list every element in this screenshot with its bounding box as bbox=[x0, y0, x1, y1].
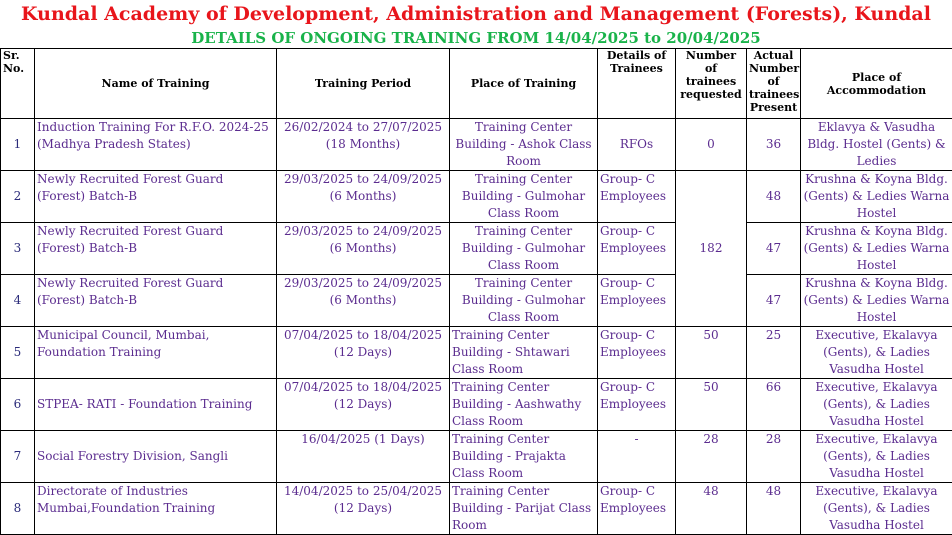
header-place: Place of Training bbox=[450, 49, 598, 119]
cell-place: Training Center Building - Gulmohar Class Room bbox=[450, 275, 598, 327]
cell-trainees: - bbox=[598, 431, 676, 483]
cell-place: Training Center Building - Prajakta Class Room bbox=[450, 431, 598, 483]
training-table bbox=[0, 48, 952, 535]
table-row bbox=[1, 223, 952, 275]
cell-place: Training Center Building - Gulmohar Class Room bbox=[450, 171, 598, 223]
cell-sr: 7 bbox=[1, 431, 35, 483]
header-actual: Actual Number of trainees Present bbox=[747, 49, 801, 119]
page-subtitle: DETAILS OF ONGOING TRAINING FROM 14/04/2025 to 20/04/2025 bbox=[0, 28, 952, 48]
cell-name: STPEA- RATI - Foundation Training bbox=[35, 379, 277, 431]
cell-trainees: Group- C Employees bbox=[598, 483, 676, 535]
cell-accommodation: Executive, Ekalavya (Gents), & Ladies Vasudha Hostel bbox=[801, 379, 952, 431]
cell-sr: 6 bbox=[1, 379, 35, 431]
cell-requested: 50 bbox=[676, 327, 747, 379]
cell-place: Training Center Building - Aashwathy Class Room bbox=[450, 379, 598, 431]
cell-name: Newly Recruited Forest Guard (Forest) Batch-B bbox=[35, 275, 277, 327]
cell-sr: 1 bbox=[1, 119, 35, 171]
cell-actual: 36 bbox=[747, 119, 801, 171]
cell-accommodation: Executive, Ekalavya (Gents), & Ladies Vasudha Hostel bbox=[801, 327, 952, 379]
cell-period: 29/03/2025 to 24/09/2025 (6 Months) bbox=[277, 223, 450, 275]
cell-name: Newly Recruited Forest Guard (Forest) Batch-B bbox=[35, 171, 277, 223]
header-trainees: Details of Trainees bbox=[598, 49, 676, 119]
cell-period: 14/04/2025 to 25/04/2025 (12 Days) bbox=[277, 483, 450, 535]
cell-trainees: RFOs bbox=[598, 119, 676, 171]
cell-period: 29/03/2025 to 24/09/2025 (6 Months) bbox=[277, 275, 450, 327]
cell-name: Directorate of Industries Mumbai,Foundation Training bbox=[35, 483, 277, 535]
cell-actual: 47 bbox=[747, 275, 801, 327]
cell-accommodation: Krushna & Koyna Bldg. (Gents) & Ledies Warna Hostel bbox=[801, 223, 952, 275]
cell-requested: 28 bbox=[676, 431, 747, 483]
cell-name: Newly Recruited Forest Guard (Forest) Batch-B bbox=[35, 223, 277, 275]
table-header-row bbox=[1, 49, 952, 119]
cell-accommodation: Krushna & Koyna Bldg. (Gents) & Ledies Warna Hostel bbox=[801, 275, 952, 327]
cell-place: Training Center Building - Parijat Class Room bbox=[450, 483, 598, 535]
table-row bbox=[1, 275, 952, 327]
cell-name: Induction Training For R.F.O. 2024-25 (Madhya Pradesh States) bbox=[35, 119, 277, 171]
cell-accommodation: Executive, Ekalavya (Gents), & Ladies Vasudha Hostel bbox=[801, 431, 952, 483]
cell-trainees: Group- C Employees bbox=[598, 223, 676, 275]
cell-place: Training Center Building - Gulmohar Class Room bbox=[450, 223, 598, 275]
cell-actual: 48 bbox=[747, 483, 801, 535]
cell-period: 16/04/2025 (1 Days) bbox=[277, 431, 450, 483]
cell-actual: 47 bbox=[747, 223, 801, 275]
cell-period: 26/02/2024 to 27/07/2025 (18 Months) bbox=[277, 119, 450, 171]
cell-period: 29/03/2025 to 24/09/2025 (6 Months) bbox=[277, 171, 450, 223]
cell-sr: 4 bbox=[1, 275, 35, 327]
cell-requested: 50 bbox=[676, 379, 747, 431]
cell-sr: 5 bbox=[1, 327, 35, 379]
cell-sr: 3 bbox=[1, 223, 35, 275]
page-title: Kundal Academy of Development, Administration and Management (Forests), Kundal bbox=[0, 0, 952, 28]
table-row bbox=[1, 327, 952, 379]
cell-period: 07/04/2025 to 18/04/2025 (12 Days) bbox=[277, 379, 450, 431]
cell-requested: 0 bbox=[676, 119, 747, 171]
header-period: Training Period bbox=[277, 49, 450, 119]
cell-accommodation: Krushna & Koyna Bldg. (Gents) & Ledies Warna Hostel bbox=[801, 171, 952, 223]
cell-actual: 28 bbox=[747, 431, 801, 483]
cell-trainees: Group- C Employees bbox=[598, 171, 676, 223]
cell-period: 07/04/2025 to 18/04/2025 (12 Days) bbox=[277, 327, 450, 379]
cell-trainees: Group- C Employees bbox=[598, 327, 676, 379]
cell-accommodation: Executive, Ekalavya (Gents), & Ladies Vasudha Hostel bbox=[801, 483, 952, 535]
header-accommodation: Place of Accommodation bbox=[801, 49, 952, 119]
cell-place: Training Center Building - Ashok Class Room bbox=[450, 119, 598, 171]
header-name: Name of Training bbox=[35, 49, 277, 119]
table-row bbox=[1, 379, 952, 431]
cell-requested: 48 bbox=[676, 483, 747, 535]
header-sr-no: Sr. No. bbox=[1, 49, 35, 119]
table-row bbox=[1, 171, 952, 223]
cell-actual: 66 bbox=[747, 379, 801, 431]
cell-trainees: Group- C Employees bbox=[598, 379, 676, 431]
cell-trainees: Group- C Employees bbox=[598, 275, 676, 327]
cell-name: Social Forestry Division, Sangli bbox=[35, 431, 277, 483]
cell-actual: 48 bbox=[747, 171, 801, 223]
table-row bbox=[1, 119, 952, 171]
cell-place: Training Center Building - Shtawari Class Room bbox=[450, 327, 598, 379]
table-row bbox=[1, 431, 952, 483]
cell-accommodation: Eklavya & Vasudha Bldg. Hostel (Gents) & Ledies bbox=[801, 119, 952, 171]
cell-actual: 25 bbox=[747, 327, 801, 379]
cell-sr: 8 bbox=[1, 483, 35, 535]
cell-requested-merged: 182 bbox=[676, 171, 747, 327]
header-requested: Number of trainees requested bbox=[676, 49, 747, 119]
cell-sr: 2 bbox=[1, 171, 35, 223]
cell-name: Municipal Council, Mumbai, Foundation Training bbox=[35, 327, 277, 379]
